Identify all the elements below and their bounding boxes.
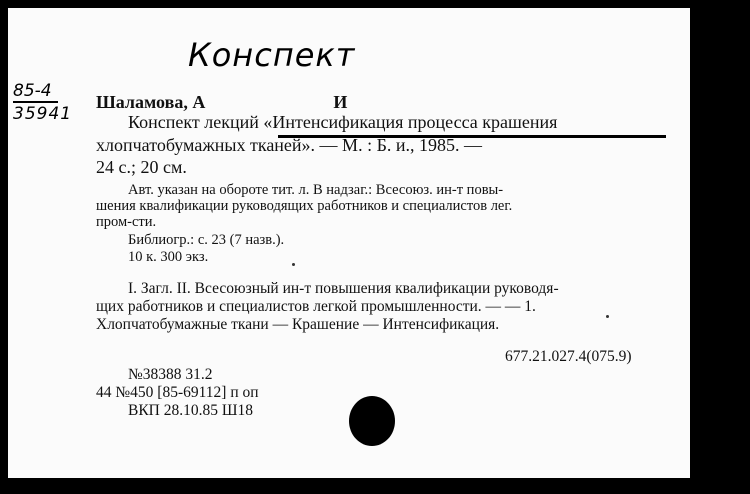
udc-classification: 677.21.027.4(075.9) <box>505 348 632 365</box>
bibliography-note: Библиогр.: с. 23 (7 назв.). <box>128 232 285 248</box>
author-name: Шаламова, А <box>96 92 206 112</box>
speck <box>292 263 295 266</box>
vkp-stamp: ВКП 28.10.85 Ш18 <box>128 402 254 419</box>
title-line-1: Конспект лекций «Интенсификация процесса крашения <box>128 112 558 132</box>
note-line-3: пром-сти. <box>96 214 157 230</box>
tracing-line-3: Хлопчатобумажные ткани — Крашение — Интенсификация. <box>96 316 500 333</box>
tracing-line-2: щих работников и специалистов легкой промышленности. — — 1. <box>96 298 536 315</box>
note-line-1: Авт. указан на обороте тит. л. В надзаг.: Всесоюз. ин-т повы- <box>128 182 504 198</box>
speck <box>606 315 609 318</box>
extent: 24 с.; 20 см. <box>96 157 187 177</box>
punch-hole <box>349 396 395 446</box>
note-line-2: шения квалификации руководящих работников и специалистов лег. <box>96 198 513 214</box>
tracing-line-1: I. Загл. II. Всесоюзный ин-т повышения квалификации руководя- <box>128 280 559 297</box>
price-note: 10 к. 300 экз. <box>128 249 209 265</box>
call-number-bottom: 35941 <box>13 104 73 124</box>
author-heading <box>96 91 347 113</box>
order-number: 44 №450 [85-69112] п оп <box>96 384 259 401</box>
catalog-card <box>8 8 690 478</box>
title-line-2: хлопчатобумажных тканей». — М. : Б. и., 1985. — <box>96 135 483 155</box>
handwritten-title: Конспект <box>188 36 356 74</box>
call-number-top: 85-4 <box>13 81 58 103</box>
record-number: №38388 31.2 <box>128 366 213 383</box>
author-initial: И <box>333 92 348 112</box>
